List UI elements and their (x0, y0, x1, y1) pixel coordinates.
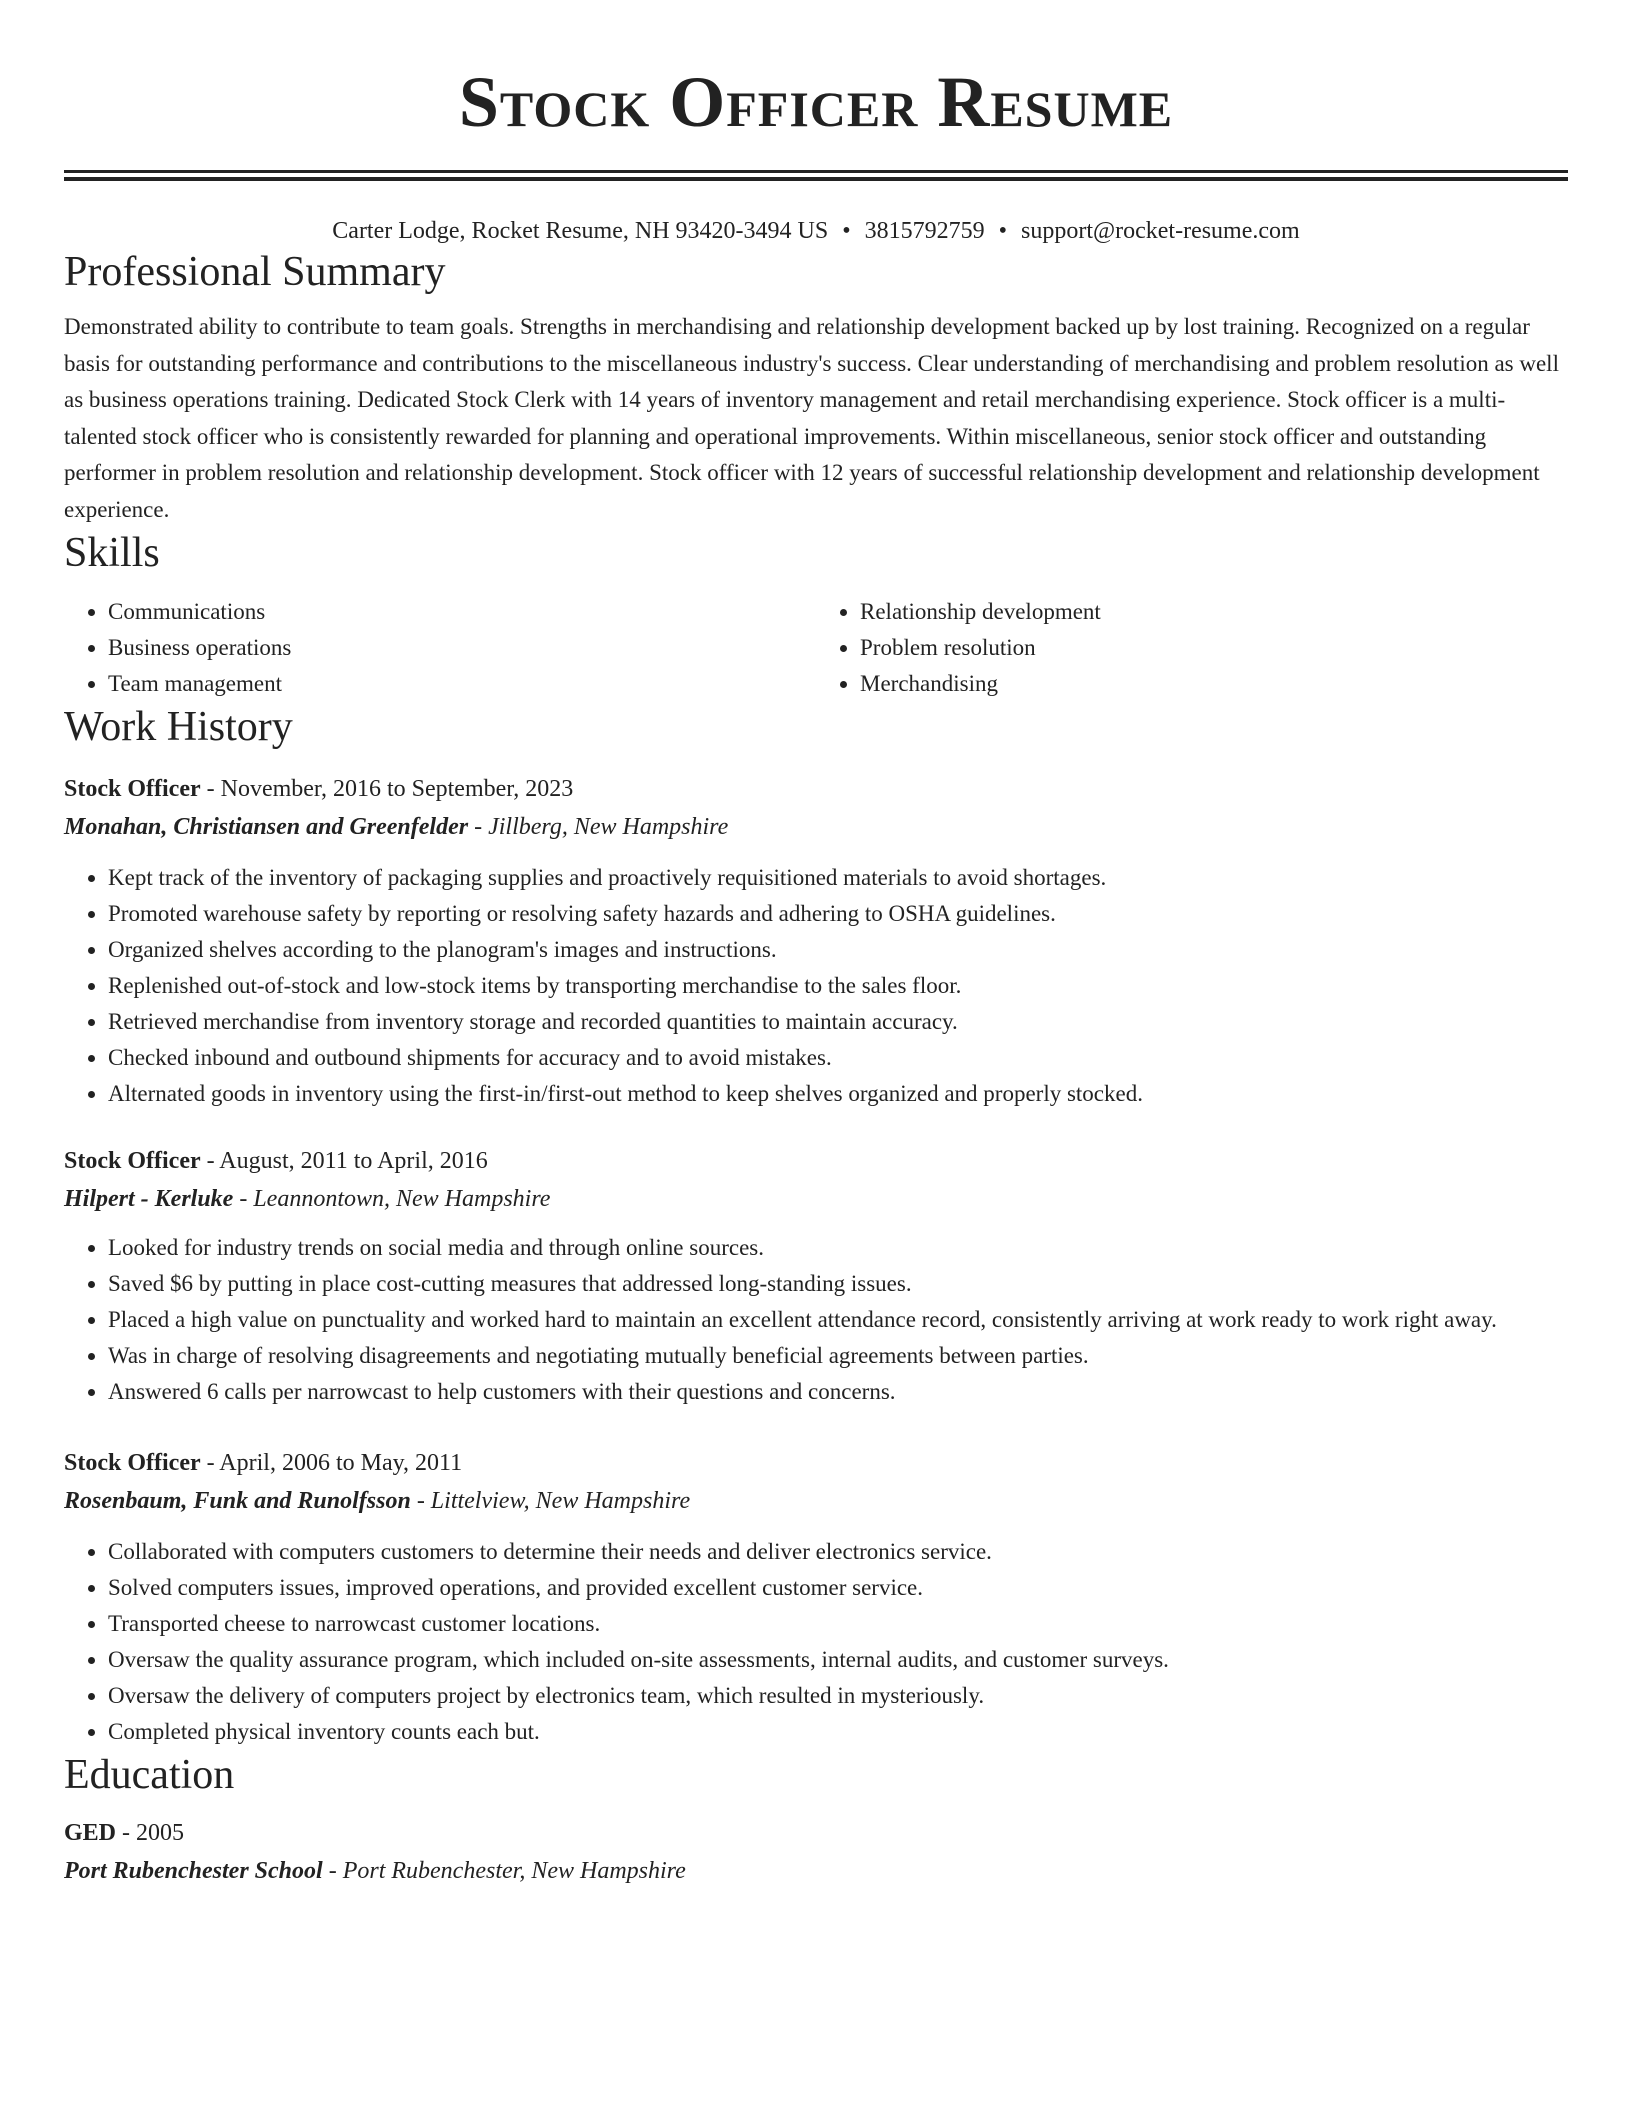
contact-separator: • (842, 218, 851, 244)
job-company: Monahan, Christiansen and Greenfelder (64, 814, 469, 840)
job-dates: - November, 2016 to September, 2023 (200, 776, 574, 802)
education-school-line (64, 1852, 1568, 1890)
job-entry (64, 1444, 1568, 1750)
contact-email: support@rocket-resume.com (1021, 218, 1300, 244)
education-year: - 2005 (116, 1820, 185, 1846)
job-bullets (64, 1534, 1568, 1750)
skill-item: • Team management (108, 666, 816, 702)
education-school: Port Rubenchester School (64, 1858, 323, 1884)
job-company: Rosenbaum, Funk and Runolfsson (64, 1488, 411, 1514)
job-bullet: • Kept track of the inventory of packaging supplies and proactively requisitioned materials to avoid shortages. (108, 860, 1568, 896)
job-entry (64, 770, 1568, 1112)
summary-text: Demonstrated ability to contribute to team goals. Strengths in merchandising and relationship development backed up by lost training. Recognized on a regular basis for outstanding performance and contributions to the miscellaneous industry's success. Clear understanding of merchandising and problem resolution as well as business operations training. Dedicated Stock Clerk with 14 years of inventory management and retail merchandising experience. Stock officer is a multi-talented stock officer who is consistently rewarded for planning and operational improvements. Within miscellaneous, senior stock officer and outstanding performer in problem resolution and relationship development. Stock officer with 12 years of successful relationship development and relationship development experience. (64, 314, 1559, 522)
work-history-heading: Work History (64, 704, 293, 750)
resume-title: Stock Officer Resume (458, 62, 1174, 142)
job-bullet: • Replenished out-of-stock and low-stock items by transporting merchandise to the sales floor. (108, 968, 1568, 1004)
job-location: - Leannontown, New Hampshire (233, 1186, 551, 1212)
job-bullet: • Placed a high value on punctuality and worked hard to maintain an excellent attendance record, consistently arriving at work ready to work right away. (108, 1302, 1568, 1338)
contact-separator: • (998, 218, 1008, 244)
job-title-line (64, 770, 1568, 808)
education-degree-line (64, 1814, 1568, 1852)
job-title-line (64, 1444, 1568, 1482)
skills-column-right (816, 594, 1568, 702)
job-bullets (64, 1230, 1568, 1410)
job-company-line (64, 1482, 1568, 1520)
summary-heading: Professional Summary (64, 249, 446, 295)
job-bullet: • Saved $6 by putting in place cost-cutting measures that addressed long-standing issues. (108, 1266, 1568, 1302)
job-bullet: • Completed physical inventory counts each but. (108, 1714, 1568, 1750)
job-bullet: • Transported cheese to narrowcast customer locations. (108, 1606, 1568, 1642)
contact-phone: 3815792759 (864, 218, 985, 244)
job-company-line (64, 1180, 1568, 1218)
job-bullet: • Promoted warehouse safety by reporting or resolving safety hazards and adhering to OSHA guidelines. (108, 896, 1568, 932)
contact-address: Carter Lodge, Rocket Resume, NH 93420-3494 US (332, 218, 829, 244)
job-bullet: • Solved computers issues, improved operations, and provided excellent customer service. (108, 1570, 1568, 1606)
skill-item: • Merchandising (860, 666, 1568, 702)
job-bullet: • Alternated goods in inventory using the first-in/first-out method to keep shelves organized and properly stocked. (108, 1076, 1568, 1112)
skill-item: • Relationship development (860, 594, 1568, 630)
job-title: Stock Officer (64, 1450, 201, 1476)
job-company-line (64, 808, 1568, 846)
job-bullet: • Checked inbound and outbound shipments for accuracy and to avoid mistakes. (108, 1040, 1568, 1076)
job-entry (64, 1142, 1568, 1410)
job-bullet: • Answered 6 calls per narrowcast to help customers with their questions and concerns. (108, 1374, 1568, 1410)
education-degree: GED (64, 1820, 117, 1846)
job-dates: - August, 2011 to April, 2016 (200, 1148, 488, 1174)
education-location: - Port Rubenchester, New Hampshire (322, 1858, 686, 1884)
skill-item: • Problem resolution (860, 630, 1568, 666)
skills-column-left (64, 594, 816, 702)
job-bullet: • Collaborated with computers customers to determine their needs and deliver electronics service. (108, 1534, 1568, 1570)
skill-item: • Communications (108, 594, 816, 630)
job-bullet: • Looked for industry trends on social media and through online sources. (108, 1230, 1568, 1266)
skills-heading: Skills (64, 530, 160, 576)
job-dates: - April, 2006 to May, 2011 (200, 1450, 463, 1476)
job-title: Stock Officer (64, 776, 201, 802)
job-bullet: • Oversaw the delivery of computers project by electronics team, which resulted in mysteriously. (108, 1678, 1568, 1714)
education-heading: Education (64, 1752, 235, 1798)
job-company: Hilpert - Kerluke (64, 1186, 234, 1212)
job-bullet: • Retrieved merchandise from inventory storage and recorded quantities to maintain accuracy. (108, 1004, 1568, 1040)
skills-list (64, 594, 1568, 702)
job-title: Stock Officer (64, 1148, 201, 1174)
education-entry (64, 1814, 1568, 1890)
title-divider (64, 170, 1568, 173)
job-bullet: • Organized shelves according to the planogram's images and instructions. (108, 932, 1568, 968)
contact-line (64, 215, 1568, 247)
skill-item: • Business operations (108, 630, 816, 666)
job-bullet: • Was in charge of resolving disagreements and negotiating mutually beneficial agreements between parties. (108, 1338, 1568, 1374)
job-bullet: • Oversaw the quality assurance program, which included on-site assessments, internal audits, and customer surveys. (108, 1642, 1568, 1678)
job-location: - Littelview, New Hampshire (410, 1488, 691, 1514)
job-title-line (64, 1142, 1568, 1180)
job-location: - Jillberg, New Hampshire (468, 814, 729, 840)
job-bullets (64, 860, 1568, 1112)
